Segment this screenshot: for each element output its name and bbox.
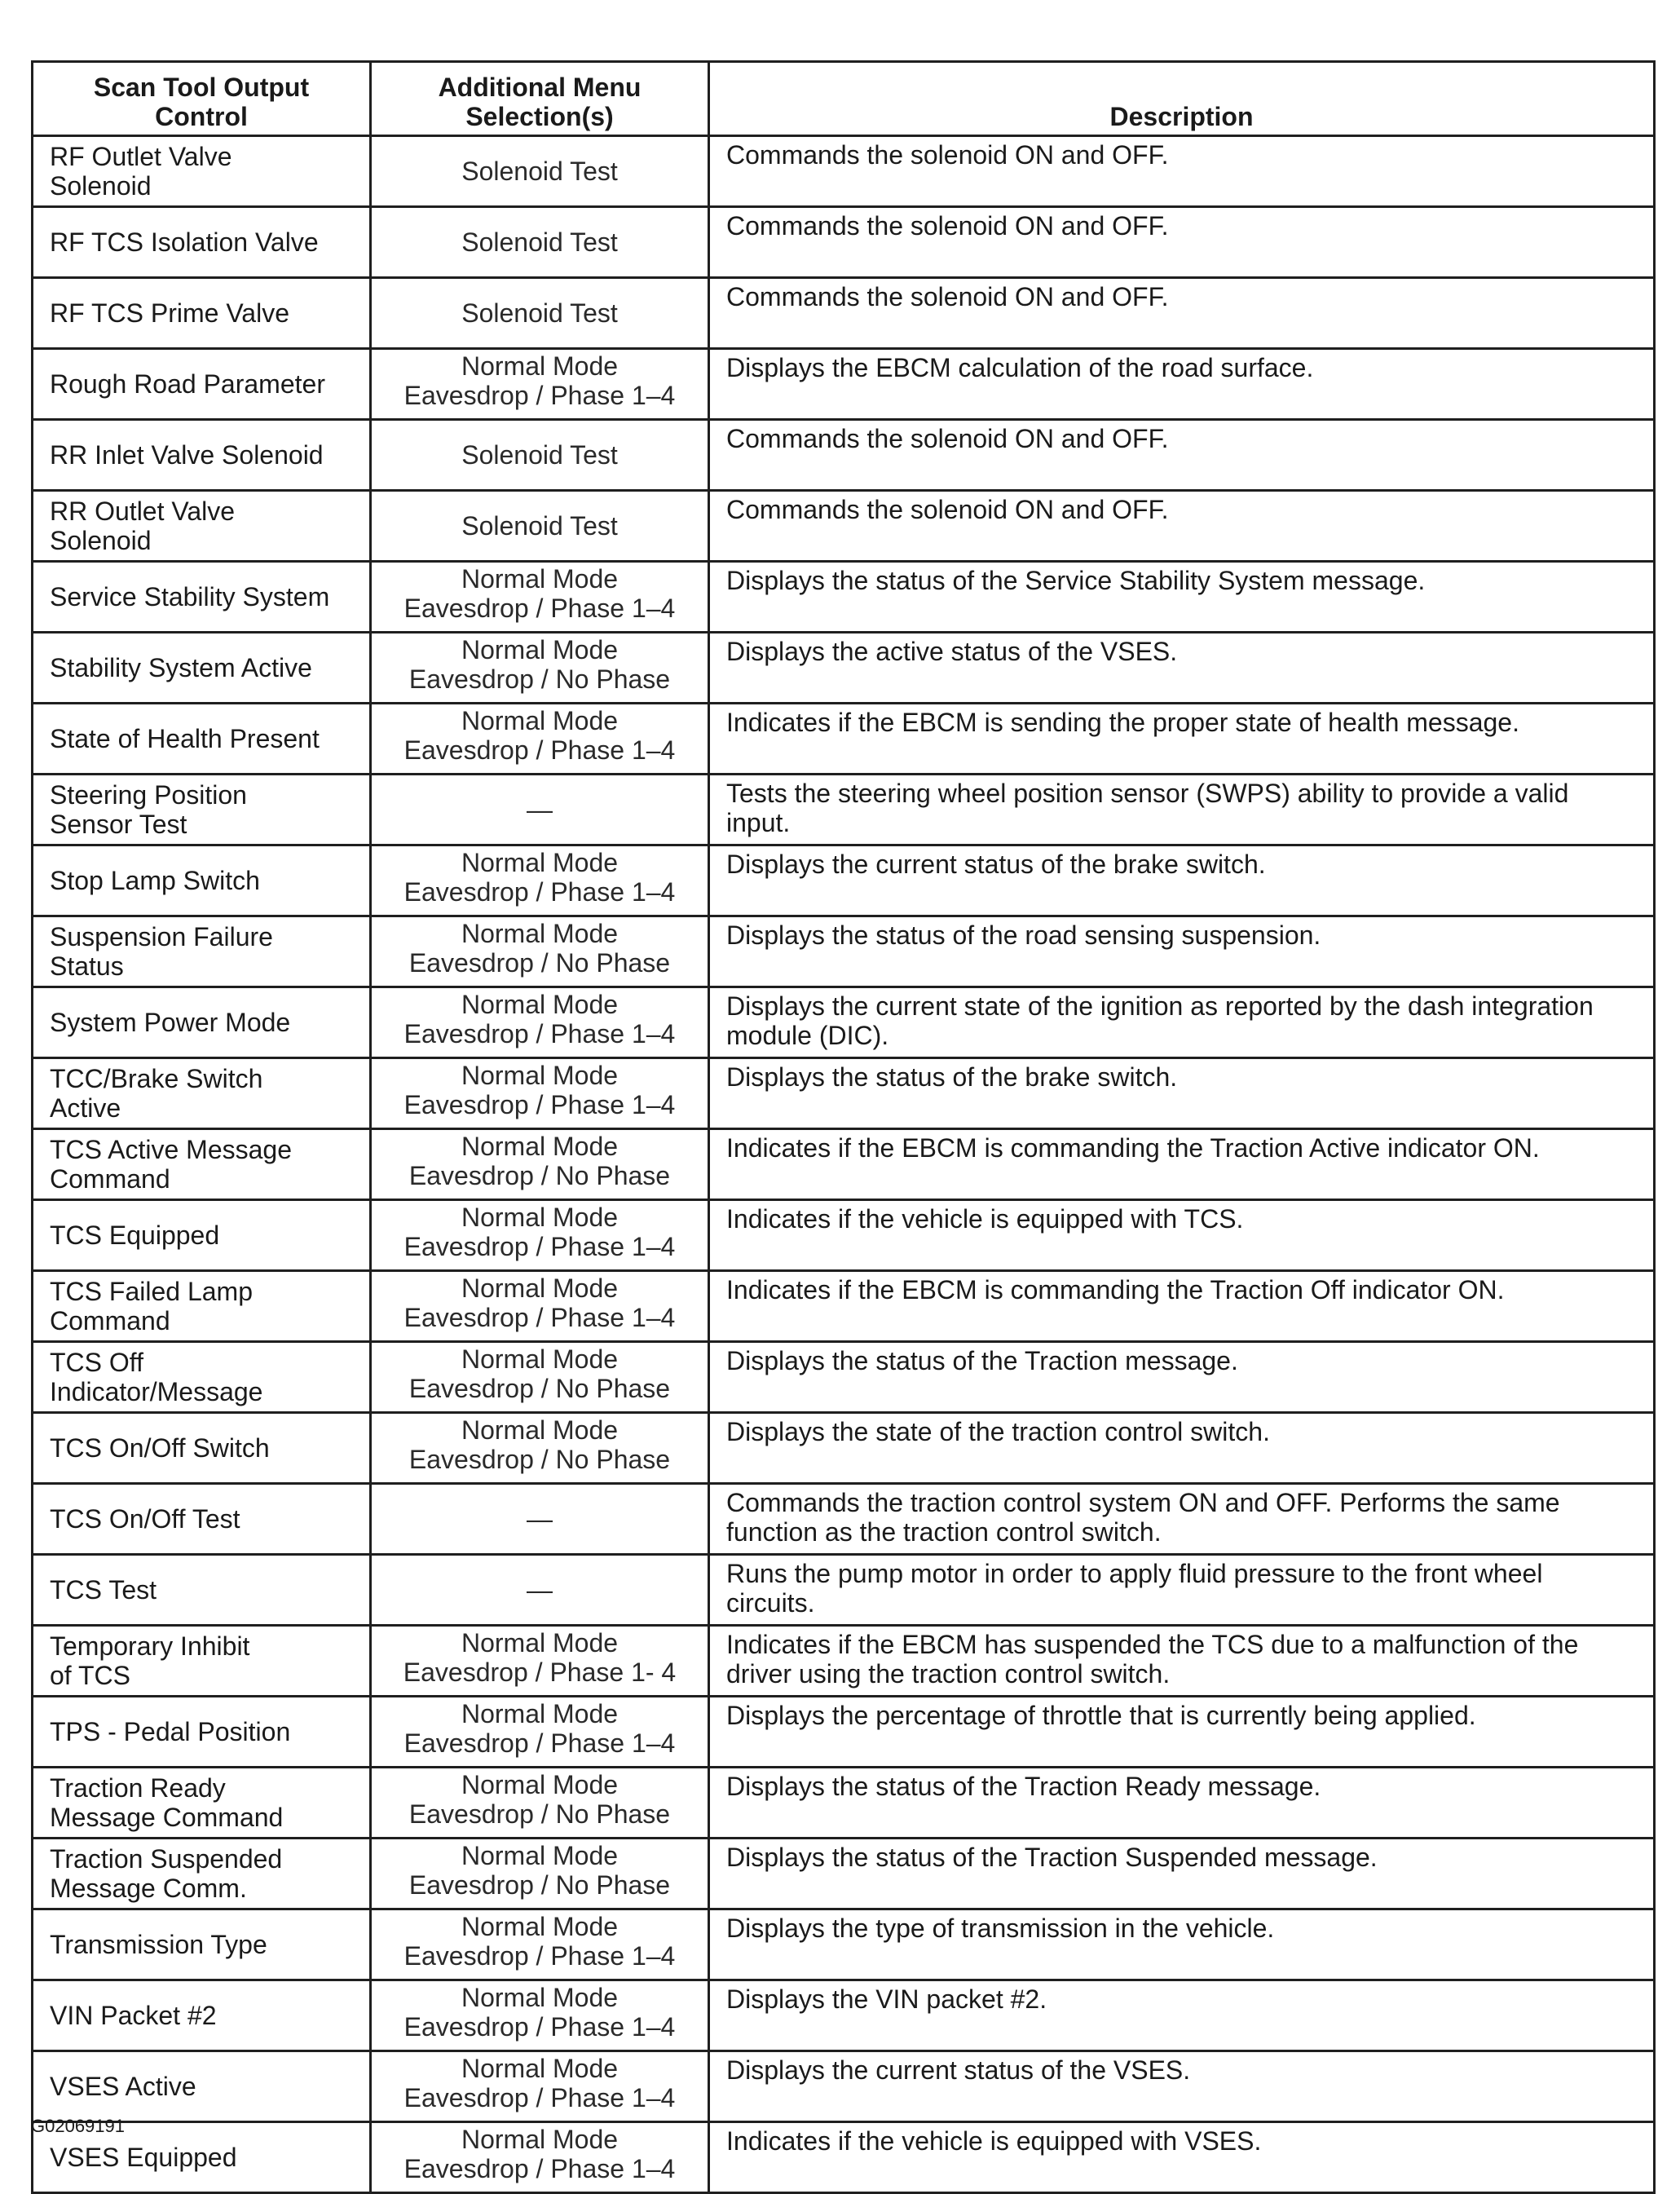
menu-selection-text: Normal Mode xyxy=(461,1983,619,2012)
cell-output-control xyxy=(33,1058,371,1129)
output-control-text: RR Outlet Valve xyxy=(50,497,236,526)
output-control-text: VIN Packet #2 xyxy=(50,2001,217,2030)
menu-selection-text: Eavesdrop / No Phase xyxy=(408,1161,671,1190)
menu-selection-text: Normal Mode xyxy=(461,1415,619,1445)
table-row xyxy=(33,1626,1655,1697)
output-control-text: Rough Road Parameter xyxy=(50,369,325,399)
cell-menu-selection xyxy=(371,136,709,207)
cell-description: Commands the solenoid ON and OFF. xyxy=(709,207,1655,278)
table-row xyxy=(33,1980,1655,2051)
table-row xyxy=(33,1129,1655,1200)
cell-output-control xyxy=(33,1980,371,2051)
output-control-text: TCS Test xyxy=(50,1575,157,1605)
cell-output-control xyxy=(33,1768,371,1839)
cell-description: Displays the percentage of throttle that is currently being applied. xyxy=(709,1697,1655,1768)
cell-menu-selection xyxy=(371,1768,709,1839)
output-control-text: RR Inlet Valve Solenoid xyxy=(50,440,324,470)
menu-selection-text: Solenoid Test xyxy=(461,511,618,541)
cell-menu-selection xyxy=(371,1058,709,1129)
menu-selection-text: Normal Mode xyxy=(461,351,619,381)
cell-output-control xyxy=(33,1129,371,1200)
menu-selection-text: Solenoid Test xyxy=(461,227,618,257)
table-row xyxy=(33,207,1655,278)
menu-selection-text: Eavesdrop / Phase 1–4 xyxy=(403,1728,676,1758)
menu-selection-text: Normal Mode xyxy=(461,1203,619,1232)
cell-output-control xyxy=(33,987,371,1058)
output-control-text: VSES Equipped xyxy=(50,2143,237,2172)
cell-description: Displays the current state of the ignition as reported by the dash integration module (DIC). xyxy=(709,987,1655,1058)
cell-menu-selection xyxy=(371,1200,709,1271)
table-row xyxy=(33,1200,1655,1271)
cell-output-control xyxy=(33,1626,371,1697)
output-control-text: TCS Off xyxy=(50,1348,143,1377)
table-header-row xyxy=(33,62,1655,136)
menu-selection-text: — xyxy=(527,1575,553,1605)
menu-selection-text: — xyxy=(527,1504,553,1534)
menu-selection-text: Normal Mode xyxy=(461,1132,619,1161)
cell-menu-selection xyxy=(371,1271,709,1342)
output-control-text: Solenoid xyxy=(50,526,152,555)
output-control-text: Solenoid xyxy=(50,171,152,201)
cell-description: Commands the traction control system ON and OFF. Performs the same function as the traction control switch. xyxy=(709,1484,1655,1555)
menu-selection-text: Normal Mode xyxy=(461,848,619,877)
output-control-text: State of Health Present xyxy=(50,724,320,753)
cell-description: Indicates if the vehicle is equipped with TCS. xyxy=(709,1200,1655,1271)
table-row xyxy=(33,562,1655,633)
menu-selection-text: Normal Mode xyxy=(461,706,619,735)
menu-selection-text: Eavesdrop / Phase 1–4 xyxy=(403,2012,676,2042)
table-row xyxy=(33,633,1655,704)
output-control-text: Traction Suspended xyxy=(50,1844,283,1874)
menu-selection-text: Normal Mode xyxy=(461,990,619,1019)
output-control-text: TCS On/Off Switch xyxy=(50,1433,270,1463)
menu-selection-text: Eavesdrop / Phase 1–4 xyxy=(403,2083,676,2112)
menu-selection-text: Eavesdrop / Phase 1- 4 xyxy=(403,1658,677,1687)
output-control-text: Temporary Inhibit xyxy=(50,1631,250,1661)
menu-selection-text: Eavesdrop / Phase 1–4 xyxy=(403,1303,676,1332)
table-row xyxy=(33,704,1655,775)
table-row xyxy=(33,349,1655,420)
cell-description: Displays the status of the Service Stability System message. xyxy=(709,562,1655,633)
cell-description: Displays the status of the Traction Suspended message. xyxy=(709,1839,1655,1909)
output-control-text: Service Stability System xyxy=(50,582,330,611)
output-control-text: TCC/Brake Switch xyxy=(50,1064,263,1093)
cell-output-control xyxy=(33,1909,371,1980)
output-control-text: TPS - Pedal Position xyxy=(50,1717,291,1746)
table-row xyxy=(33,136,1655,207)
cell-menu-selection xyxy=(371,1697,709,1768)
table-row xyxy=(33,1271,1655,1342)
menu-selection-text: Eavesdrop / No Phase xyxy=(408,1445,671,1474)
header-description: Description xyxy=(709,62,1655,136)
cell-description: Runs the pump motor in order to apply fluid pressure to the front wheel circuits. xyxy=(709,1555,1655,1626)
menu-selection-text: Solenoid Test xyxy=(461,298,618,328)
cell-menu-selection xyxy=(371,562,709,633)
menu-selection-text: Normal Mode xyxy=(461,919,619,948)
cell-menu-selection xyxy=(371,1129,709,1200)
output-control-text: Message Command xyxy=(50,1803,284,1832)
table-row xyxy=(33,2122,1655,2193)
cell-output-control xyxy=(33,1484,371,1555)
cell-menu-selection xyxy=(371,1839,709,1909)
table-row xyxy=(33,1484,1655,1555)
output-control-text: TCS Equipped xyxy=(50,1221,220,1250)
output-control-text: TCS On/Off Test xyxy=(50,1504,240,1534)
menu-selection-text: Normal Mode xyxy=(461,1344,619,1374)
table-row xyxy=(33,1555,1655,1626)
cell-output-control xyxy=(33,278,371,349)
cell-output-control xyxy=(33,1342,371,1413)
menu-selection-text: — xyxy=(527,795,553,824)
menu-selection-text: Eavesdrop / Phase 1–4 xyxy=(403,2154,676,2183)
cell-output-control xyxy=(33,420,371,491)
table-row xyxy=(33,2051,1655,2122)
cell-description: Displays the state of the traction control switch. xyxy=(709,1413,1655,1484)
cell-output-control xyxy=(33,1413,371,1484)
cell-description: Commands the solenoid ON and OFF. xyxy=(709,420,1655,491)
menu-selection-text: Eavesdrop / Phase 1–4 xyxy=(403,594,676,623)
output-control-text: Status xyxy=(50,951,124,981)
cell-description: Displays the VIN packet #2. xyxy=(709,1980,1655,2051)
output-control-text: TCS Active Message xyxy=(50,1135,292,1164)
output-control-text: Command xyxy=(50,1306,170,1335)
menu-selection-text: Solenoid Test xyxy=(461,157,618,186)
table-row xyxy=(33,1342,1655,1413)
output-control-text: Traction Ready xyxy=(50,1773,226,1803)
table-row xyxy=(33,491,1655,562)
menu-selection-text: Normal Mode xyxy=(461,1699,619,1728)
cell-output-control xyxy=(33,2051,371,2122)
menu-selection-text: Eavesdrop / Phase 1–4 xyxy=(403,1232,676,1261)
menu-selection-text: Normal Mode xyxy=(461,2125,619,2154)
output-control-text: RF TCS Prime Valve xyxy=(50,298,289,328)
menu-selection-text: Eavesdrop / No Phase xyxy=(408,1799,671,1829)
cell-description: Displays the status of the Traction Ready message. xyxy=(709,1768,1655,1839)
cell-menu-selection xyxy=(371,845,709,916)
table-row xyxy=(33,1909,1655,1980)
header-scan-tool-output-control: Scan Tool Output Control xyxy=(33,62,371,136)
cell-menu-selection xyxy=(371,1980,709,2051)
cell-description: Displays the type of transmission in the vehicle. xyxy=(709,1909,1655,1980)
cell-description: Indicates if the EBCM has suspended the TCS due to a malfunction of the driver using the traction control switch. xyxy=(709,1626,1655,1697)
output-control-text: of TCS xyxy=(50,1661,130,1690)
menu-selection-text: Eavesdrop / No Phase xyxy=(408,1870,671,1900)
table-row xyxy=(33,775,1655,845)
cell-description: Tests the steering wheel position sensor (SWPS) ability to provide a valid input. xyxy=(709,775,1655,845)
table-row xyxy=(33,845,1655,916)
menu-selection-text: Solenoid Test xyxy=(461,440,618,470)
output-control-text: Sensor Test xyxy=(50,810,187,839)
cell-description: Commands the solenoid ON and OFF. xyxy=(709,491,1655,562)
cell-description: Displays the current status of the brake switch. xyxy=(709,845,1655,916)
cell-description: Commands the solenoid ON and OFF. xyxy=(709,136,1655,207)
cell-menu-selection xyxy=(371,491,709,562)
cell-output-control xyxy=(33,1555,371,1626)
cell-menu-selection xyxy=(371,1626,709,1697)
cell-description: Indicates if the EBCM is commanding the Traction Off indicator ON. xyxy=(709,1271,1655,1342)
header-additional-menu-selections: Additional Menu Selection(s) xyxy=(371,62,709,136)
cell-output-control xyxy=(33,704,371,775)
menu-selection-text: Eavesdrop / Phase 1–4 xyxy=(403,1019,676,1048)
cell-output-control xyxy=(33,1697,371,1768)
menu-selection-text: Eavesdrop / Phase 1–4 xyxy=(403,877,676,907)
menu-selection-text: Normal Mode xyxy=(461,564,619,594)
table-row xyxy=(33,987,1655,1058)
scan-tool-output-table xyxy=(31,60,1656,2194)
cell-menu-selection xyxy=(371,1909,709,1980)
table-body xyxy=(33,136,1655,2193)
cell-description: Displays the current status of the VSES. xyxy=(709,2051,1655,2122)
cell-menu-selection xyxy=(371,420,709,491)
cell-menu-selection xyxy=(371,1555,709,1626)
cell-menu-selection xyxy=(371,1413,709,1484)
output-control-text: Stability System Active xyxy=(50,653,312,682)
cell-output-control xyxy=(33,633,371,704)
cell-output-control xyxy=(33,845,371,916)
menu-selection-text: Normal Mode xyxy=(461,1061,619,1090)
output-control-text: Active xyxy=(50,1093,121,1123)
menu-selection-text: Eavesdrop / Phase 1–4 xyxy=(403,381,676,410)
menu-selection-text: Normal Mode xyxy=(461,1841,619,1870)
table-row xyxy=(33,1768,1655,1839)
output-control-text: RF Outlet Valve xyxy=(50,142,232,171)
output-control-text: Message Comm. xyxy=(50,1874,247,1903)
cell-description: Indicates if the EBCM is commanding the Traction Active indicator ON. xyxy=(709,1129,1655,1200)
menu-selection-text: Eavesdrop / Phase 1–4 xyxy=(403,1090,676,1119)
table-row xyxy=(33,1697,1655,1768)
output-control-text: Stop Lamp Switch xyxy=(50,866,260,895)
menu-selection-text: Normal Mode xyxy=(461,1912,619,1941)
menu-selection-text: Normal Mode xyxy=(461,2054,619,2083)
cell-description: Displays the status of the road sensing suspension. xyxy=(709,916,1655,987)
cell-output-control xyxy=(33,1839,371,1909)
cell-menu-selection xyxy=(371,916,709,987)
output-control-text: Transmission Type xyxy=(50,1930,267,1959)
cell-output-control xyxy=(33,1200,371,1271)
cell-menu-selection xyxy=(371,1484,709,1555)
cell-output-control xyxy=(33,562,371,633)
cell-description: Displays the status of the Traction message. xyxy=(709,1342,1655,1413)
cell-output-control xyxy=(33,775,371,845)
table-row xyxy=(33,1839,1655,1909)
menu-selection-text: Eavesdrop / No Phase xyxy=(408,664,671,694)
menu-selection-text: Eavesdrop / No Phase xyxy=(408,948,671,978)
menu-selection-text: Eavesdrop / No Phase xyxy=(408,1374,671,1403)
cell-description: Displays the EBCM calculation of the road surface. xyxy=(709,349,1655,420)
cell-description: Commands the solenoid ON and OFF. xyxy=(709,278,1655,349)
cell-menu-selection xyxy=(371,1342,709,1413)
table-row xyxy=(33,916,1655,987)
cell-menu-selection xyxy=(371,278,709,349)
cell-description: Indicates if the vehicle is equipped with VSES. xyxy=(709,2122,1655,2193)
output-control-text: System Power Mode xyxy=(50,1008,291,1037)
cell-description: Displays the active status of the VSES. xyxy=(709,633,1655,704)
cell-menu-selection xyxy=(371,987,709,1058)
output-control-text: Command xyxy=(50,1164,170,1194)
cell-output-control xyxy=(33,491,371,562)
cell-menu-selection xyxy=(371,633,709,704)
output-control-text: VSES Active xyxy=(50,2072,196,2101)
table-row xyxy=(33,1058,1655,1129)
menu-selection-text: Eavesdrop / Phase 1–4 xyxy=(403,1941,676,1971)
output-control-text: Suspension Failure xyxy=(50,922,273,951)
cell-output-control xyxy=(33,136,371,207)
menu-selection-text: Normal Mode xyxy=(461,635,619,664)
menu-selection-text: Normal Mode xyxy=(461,1274,619,1303)
cell-menu-selection xyxy=(371,2051,709,2122)
cell-menu-selection xyxy=(371,704,709,775)
menu-selection-text: Normal Mode xyxy=(461,1770,619,1799)
cell-output-control xyxy=(33,349,371,420)
cell-menu-selection xyxy=(371,2122,709,2193)
output-control-text: TCS Failed Lamp xyxy=(50,1277,253,1306)
cell-output-control xyxy=(33,207,371,278)
cell-output-control xyxy=(33,1271,371,1342)
output-control-text: RF TCS Isolation Valve xyxy=(50,227,319,257)
output-control-text: Steering Position xyxy=(50,780,247,810)
table-row xyxy=(33,420,1655,491)
cell-output-control xyxy=(33,916,371,987)
figure-id: G02069191 xyxy=(31,2116,125,2136)
scan-tool-table-container xyxy=(31,60,1653,2194)
cell-menu-selection xyxy=(371,207,709,278)
cell-description: Displays the status of the brake switch. xyxy=(709,1058,1655,1129)
cell-menu-selection xyxy=(371,349,709,420)
menu-selection-text: Normal Mode xyxy=(461,1628,619,1658)
cell-description: Indicates if the EBCM is sending the proper state of health message. xyxy=(709,704,1655,775)
cell-menu-selection xyxy=(371,775,709,845)
output-control-text: Indicator/Message xyxy=(50,1377,263,1406)
table-row xyxy=(33,1413,1655,1484)
menu-selection-text: Eavesdrop / Phase 1–4 xyxy=(403,735,676,765)
table-row xyxy=(33,278,1655,349)
